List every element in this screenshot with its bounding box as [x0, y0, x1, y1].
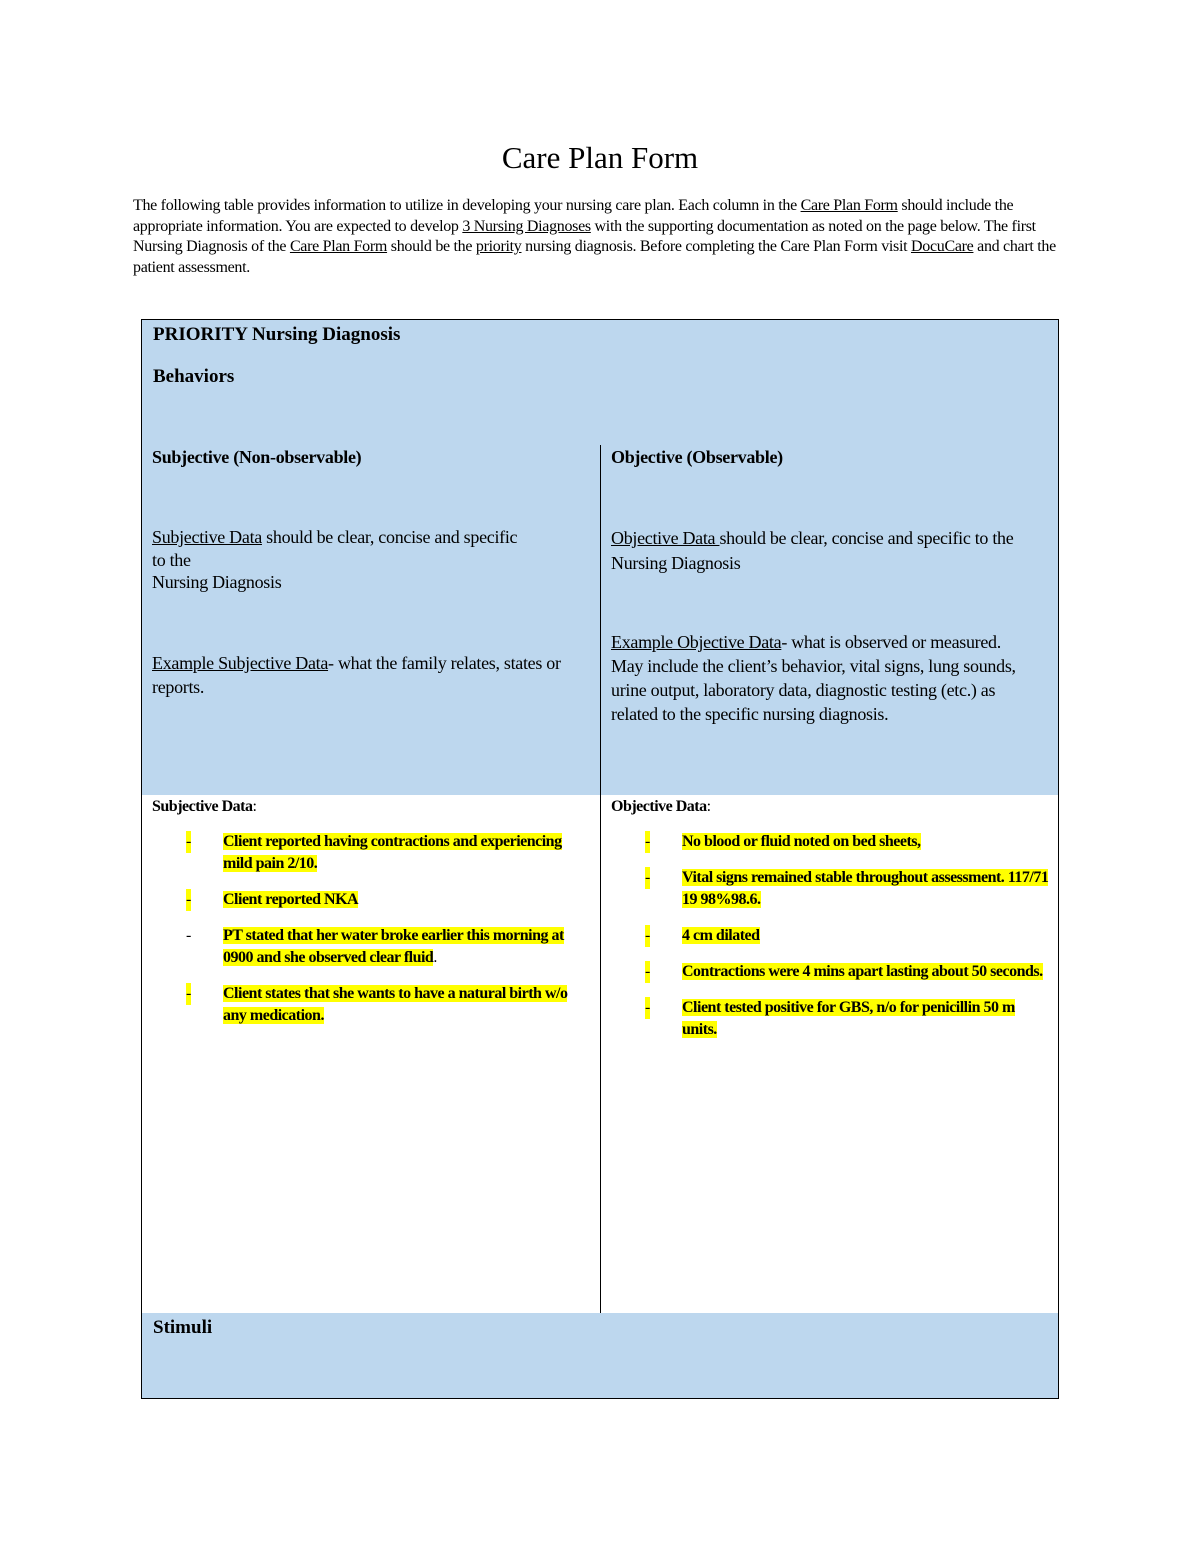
subjective-example-text	[152, 651, 572, 699]
behaviors-heading: Behaviors	[153, 366, 235, 387]
list-item	[645, 961, 1050, 983]
subjective-item-1: Client reported having contractions and experiencing mild pain 2/10.	[223, 833, 562, 872]
link-docucare[interactable]: DocuCare	[910, 238, 974, 255]
list-item	[186, 925, 590, 969]
subjective-guide-rest-2: to the	[152, 549, 191, 570]
objective-guide-cell	[601, 445, 1060, 795]
subjective-guide-rest-1: should be clear, concise and specific	[261, 527, 518, 547]
subjective-data-heading	[152, 798, 256, 816]
bullet-dash: -	[645, 867, 650, 889]
guide-row	[142, 445, 1058, 796]
objective-example-text	[611, 630, 1031, 726]
data-row	[142, 795, 1058, 1314]
priority-diagnosis-heading: PRIORITY Nursing Diagnosis	[153, 324, 401, 345]
subjective-heading: Subjective (Non-observable)	[152, 447, 362, 467]
subjective-guide-rest-3: Nursing Diagnosis	[152, 572, 282, 592]
bullet-dash: -	[645, 997, 650, 1019]
list-item	[186, 831, 590, 875]
intro-text-1: The following table provides information to utilize in developing your nursing care plan. Each column in the	[133, 197, 801, 214]
bullet-dash: -	[645, 831, 650, 853]
subjective-item-3-tail: .	[433, 949, 437, 966]
subjective-guide-text	[152, 526, 592, 594]
bullet-dash: -	[186, 831, 191, 853]
link-care-plan-form-2[interactable]: Care Plan Form	[289, 238, 388, 255]
intro-text-4: should be the	[387, 238, 476, 255]
objective-item-5: Client tested positive for GBS, n/o for penicillin 50 m units.	[682, 999, 1015, 1038]
objective-item-2: Vital signs remained stable throughout assessment. 117/71 19 98%98.6.	[682, 869, 1049, 908]
objective-guide-rest: should be clear, concise and specific to the Nursing Diagnosis	[611, 528, 1014, 573]
list-item	[645, 831, 1050, 853]
subjective-item-4: Client states that she wants to have a natural birth w/o any medication.	[223, 985, 568, 1024]
subjective-example-rest: - what the family relates, states or reports.	[152, 653, 561, 697]
subjective-item-3: PT stated that her water broke earlier this morning at 0900 and she observed clear fluid	[223, 927, 564, 966]
bullet-dash: -	[645, 961, 650, 983]
objective-item-4: Contractions were 4 mins apart lasting about 50 seconds.	[682, 963, 1043, 980]
bullet-dash: -	[645, 925, 650, 947]
objective-data-label: Objective Data	[611, 798, 707, 815]
bullet-dash: -	[186, 889, 191, 911]
stimuli-heading: Stimuli	[153, 1317, 213, 1338]
priority-row	[142, 320, 1058, 446]
subjective-item-2: Client reported NKA	[223, 891, 359, 908]
stimuli-row	[142, 1313, 1058, 1398]
subjective-data-list	[186, 831, 590, 1041]
intro-text-5: nursing diagnosis. Before completing the Care Plan Form visit	[521, 238, 911, 255]
subjective-data-colon: :	[252, 798, 257, 815]
objective-data-link: Objective Data	[611, 528, 720, 548]
intro-text-3: with the supporting documentation as noted on the page below. The first Nursing Diagnosis of the	[133, 217, 1036, 255]
example-objective-data-link: Example Objective Data	[611, 632, 782, 652]
list-item	[186, 889, 590, 911]
objective-item-3: 4 cm dilated	[682, 927, 760, 944]
objective-data-colon: :	[706, 798, 711, 815]
intro-text-2: should include the appropriate information. You are expected to develop	[133, 197, 1014, 235]
objective-data-list	[645, 831, 1050, 1055]
bullet-dash: -	[186, 927, 191, 944]
objective-data-heading	[611, 798, 711, 816]
list-item	[186, 983, 590, 1027]
link-priority[interactable]: priority	[475, 238, 522, 255]
bullet-dash: -	[186, 983, 191, 1005]
objective-example-rest: - what is observed or measured. May include the client’s behavior, vital signs, lung sounds, urine output, laboratory data, diagnostic testing (etc.) as related to the specific nursing diagnosis.	[611, 632, 1016, 724]
link-3-nursing-diagnoses[interactable]: 3 Nursing Diagnoses	[462, 217, 591, 235]
link-care-plan-form[interactable]: Care Plan Form	[800, 197, 898, 214]
care-plan-table	[141, 319, 1059, 1399]
subjective-guide-cell	[142, 445, 600, 795]
objective-heading: Objective (Observable)	[611, 447, 783, 467]
intro-paragraph	[133, 196, 1073, 278]
list-item	[645, 925, 1050, 947]
objective-data-cell	[601, 795, 1060, 1313]
list-item	[645, 867, 1050, 911]
subjective-data-cell	[142, 795, 600, 1313]
subjective-data-link: Subjective Data	[152, 527, 262, 547]
intro-text-6: and chart the patient assessment.	[133, 238, 1056, 276]
list-item	[645, 997, 1050, 1041]
objective-item-1: No blood or fluid noted on bed sheets,	[682, 833, 921, 850]
page-title: Care Plan Form	[501, 140, 699, 175]
example-subjective-data-link: Example Subjective Data	[152, 653, 329, 673]
subjective-data-label: Subjective Data	[152, 798, 253, 815]
objective-guide-text	[611, 526, 1051, 576]
